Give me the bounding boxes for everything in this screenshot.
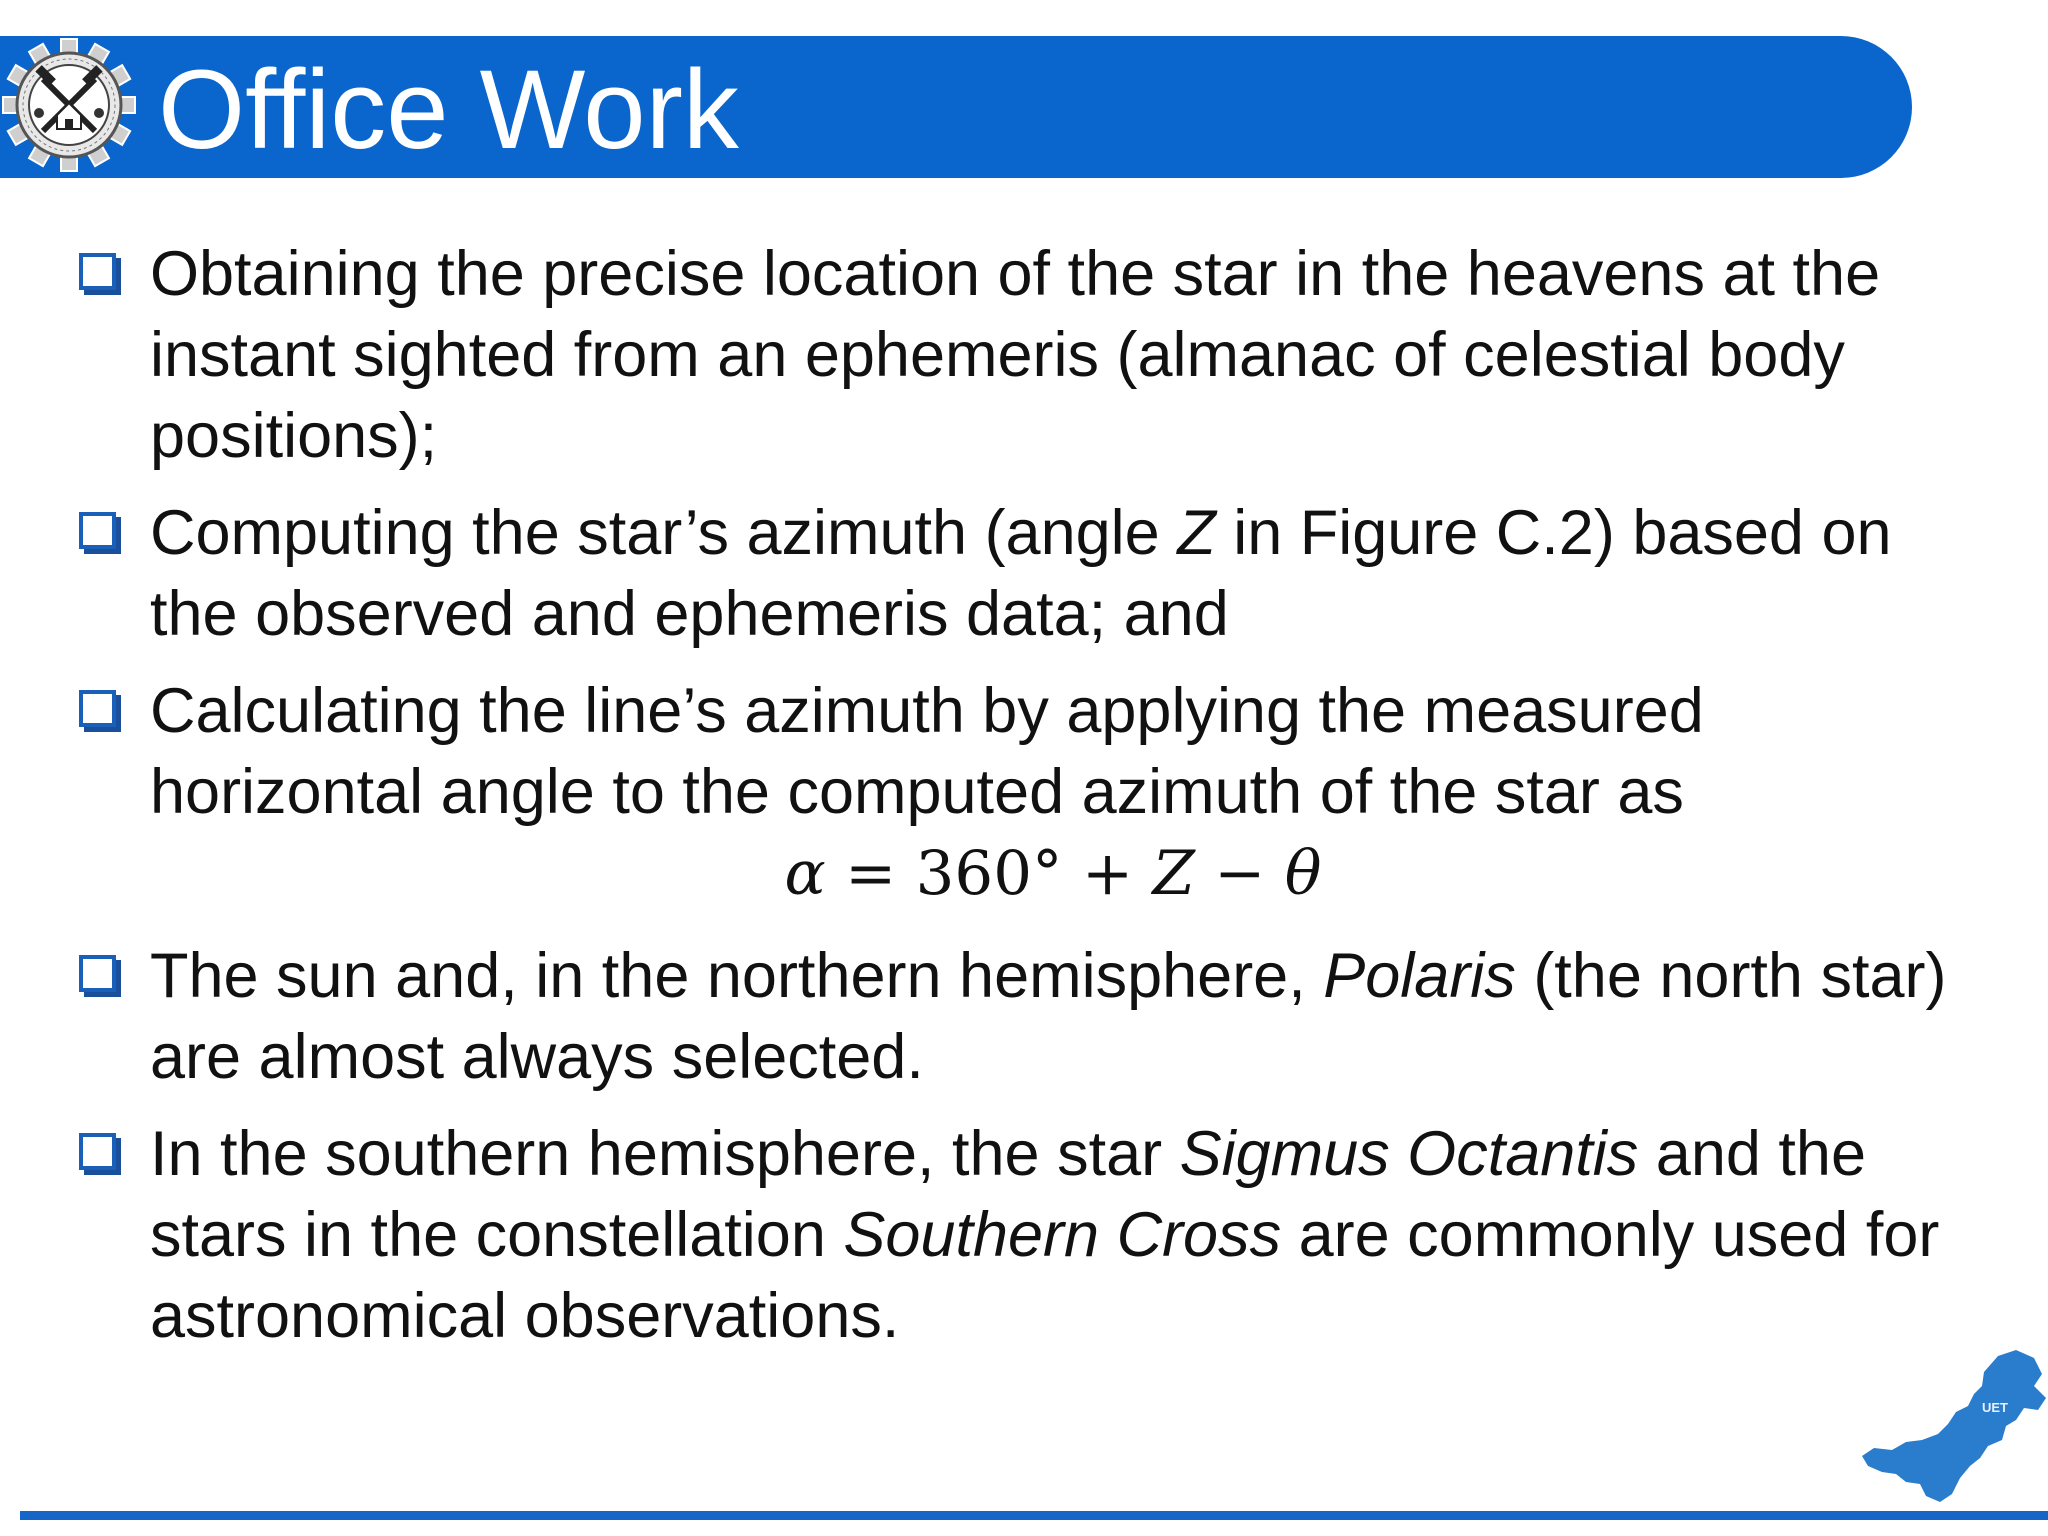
- formula-theta: θ: [1284, 838, 1322, 909]
- bullet-list: [76, 234, 1976, 1357]
- slide-title: Office Work: [158, 47, 739, 172]
- bullet-item: [76, 936, 1976, 1098]
- bullet-text: are commonly used for astronomical observations.: [150, 1200, 1940, 1351]
- bullet-text: and the stars in the constellation: [150, 1119, 1866, 1270]
- hollow-square-bullet-icon: [79, 253, 116, 290]
- bullet-text: (the north star) are almost always selected.: [150, 941, 1947, 1092]
- formula-equals: =: [825, 838, 916, 909]
- formula-minus: −: [1194, 838, 1285, 909]
- bullet-text: Computing the star’s azimuth (angle: [150, 498, 1178, 568]
- bullet-italic-text: Sigmus Octantis: [1179, 1119, 1639, 1189]
- bullet-text: The sun and, in the northern hemisphere,: [150, 941, 1324, 1011]
- hollow-square-bullet-icon: [79, 512, 116, 549]
- bullet-text: in Figure C.2) based on the observed and ephemeris data; and: [150, 498, 1892, 649]
- hollow-square-bullet-icon: [79, 690, 116, 727]
- bullet-item: [76, 493, 1976, 655]
- bullet-item: [76, 671, 1976, 914]
- hollow-square-bullet-icon: [79, 1133, 116, 1170]
- bullet-italic-text: Polaris: [1323, 941, 1516, 1011]
- formula-constant: 360° +: [915, 838, 1153, 909]
- bullet-italic-text: Z: [1177, 498, 1216, 568]
- bullet-item: [76, 1114, 1976, 1357]
- footer-rule: [20, 1511, 2048, 1520]
- bullet-text: Obtaining the precise location of the star in the heavens at the instant sighted from an ephemeris (almanac of celestial body positions);: [150, 239, 1881, 471]
- formula-z: Z: [1152, 838, 1195, 909]
- bullet-text: In the southern hemisphere, the star: [150, 1119, 1180, 1189]
- bullet-italic-text: Southern Cross: [843, 1200, 1282, 1270]
- formula-alpha: α: [784, 838, 826, 909]
- pakistan-map-icon: [1856, 1346, 2048, 1514]
- bullet-item: [76, 234, 1976, 477]
- bullet-text: Calculating the line’s azimuth by applying the measured horizontal angle to the computed azimuth of the star as: [150, 676, 1704, 827]
- map-badge-label: UET: [1982, 1400, 2008, 1415]
- hollow-square-bullet-icon: [79, 955, 116, 992]
- university-emblem-icon: [2, 38, 136, 172]
- azimuth-formula: [150, 833, 1976, 914]
